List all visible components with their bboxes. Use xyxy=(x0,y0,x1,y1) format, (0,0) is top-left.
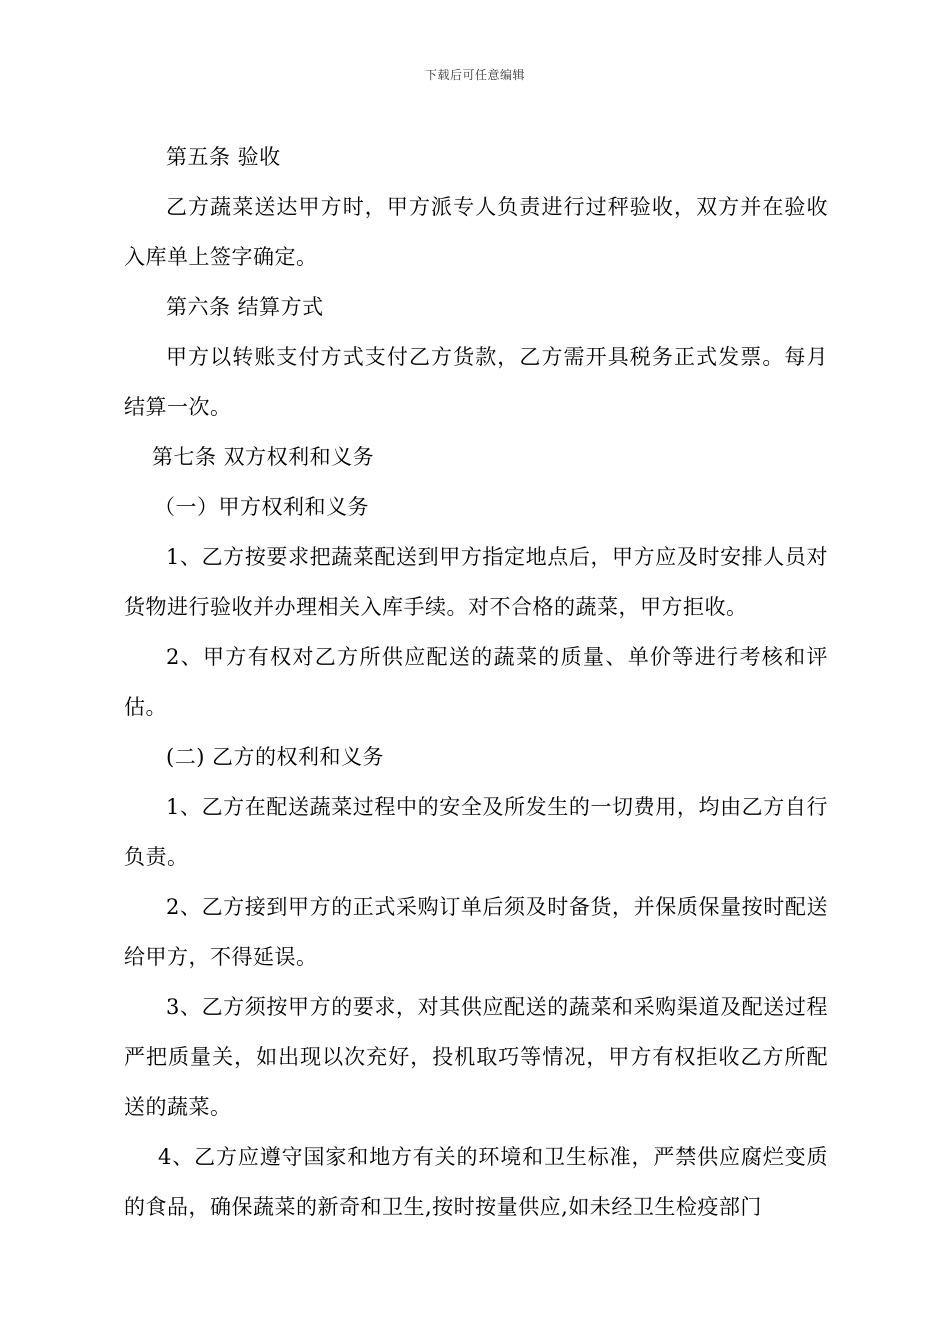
section-2-title: (二) 乙方的权利和义务 xyxy=(166,745,385,769)
document-body xyxy=(124,132,828,1232)
section-2-item-3: 3、乙方须按甲方的要求，对其供应配送的蔬菜和采购渠道及配送过程严把质量关，如出现以次充好，投机取巧等情况，甲方有权拒收乙方所配送的蔬菜。 xyxy=(124,995,828,1119)
article-6-title: 第六条 结算方式 xyxy=(166,295,324,319)
article-5-body: 乙方蔬菜送达甲方时，甲方派专人负责进行过秤验收，双方并在验收入库单上签字确定。 xyxy=(124,195,828,269)
section-1-title: （一）甲方权利和义务 xyxy=(154,495,369,519)
section-1-item-1: 1、乙方按要求把蔬菜配送到甲方指定地点后，甲方应及时安排人员对货物进行验收并办理相关入库手续。对不合格的蔬菜，甲方拒收。 xyxy=(124,545,828,619)
section-2-item-2: 2、乙方接到甲方的正式采购订单后须及时备货，并保质保量按时配送给甲方，不得延误。 xyxy=(124,895,828,969)
article-7-title: 第七条 双方权利和义务 xyxy=(152,445,375,469)
section-2-item-4: 4、乙方应遵守国家和地方有关的环境和卫生标准，严禁供应腐烂变质的食品，确保蔬菜的新奇和卫生,按时按量供应,如未经卫生检疫部门 xyxy=(124,1145,828,1219)
section-2-item-1: 1、乙方在配送蔬菜过程中的安全及所发生的一切费用，均由乙方自行负责。 xyxy=(124,795,828,869)
page-header: 下载后可任意编辑 xyxy=(424,68,525,82)
article-6-body: 甲方以转账支付方式支付乙方货款，乙方需开具税务正式发票。每月结算一次。 xyxy=(124,345,828,419)
article-5-title: 第五条 验收 xyxy=(166,145,281,169)
section-1-item-2: 2、甲方有权对乙方所供应配送的蔬菜的质量、单价等进行考核和评估。 xyxy=(124,645,828,719)
